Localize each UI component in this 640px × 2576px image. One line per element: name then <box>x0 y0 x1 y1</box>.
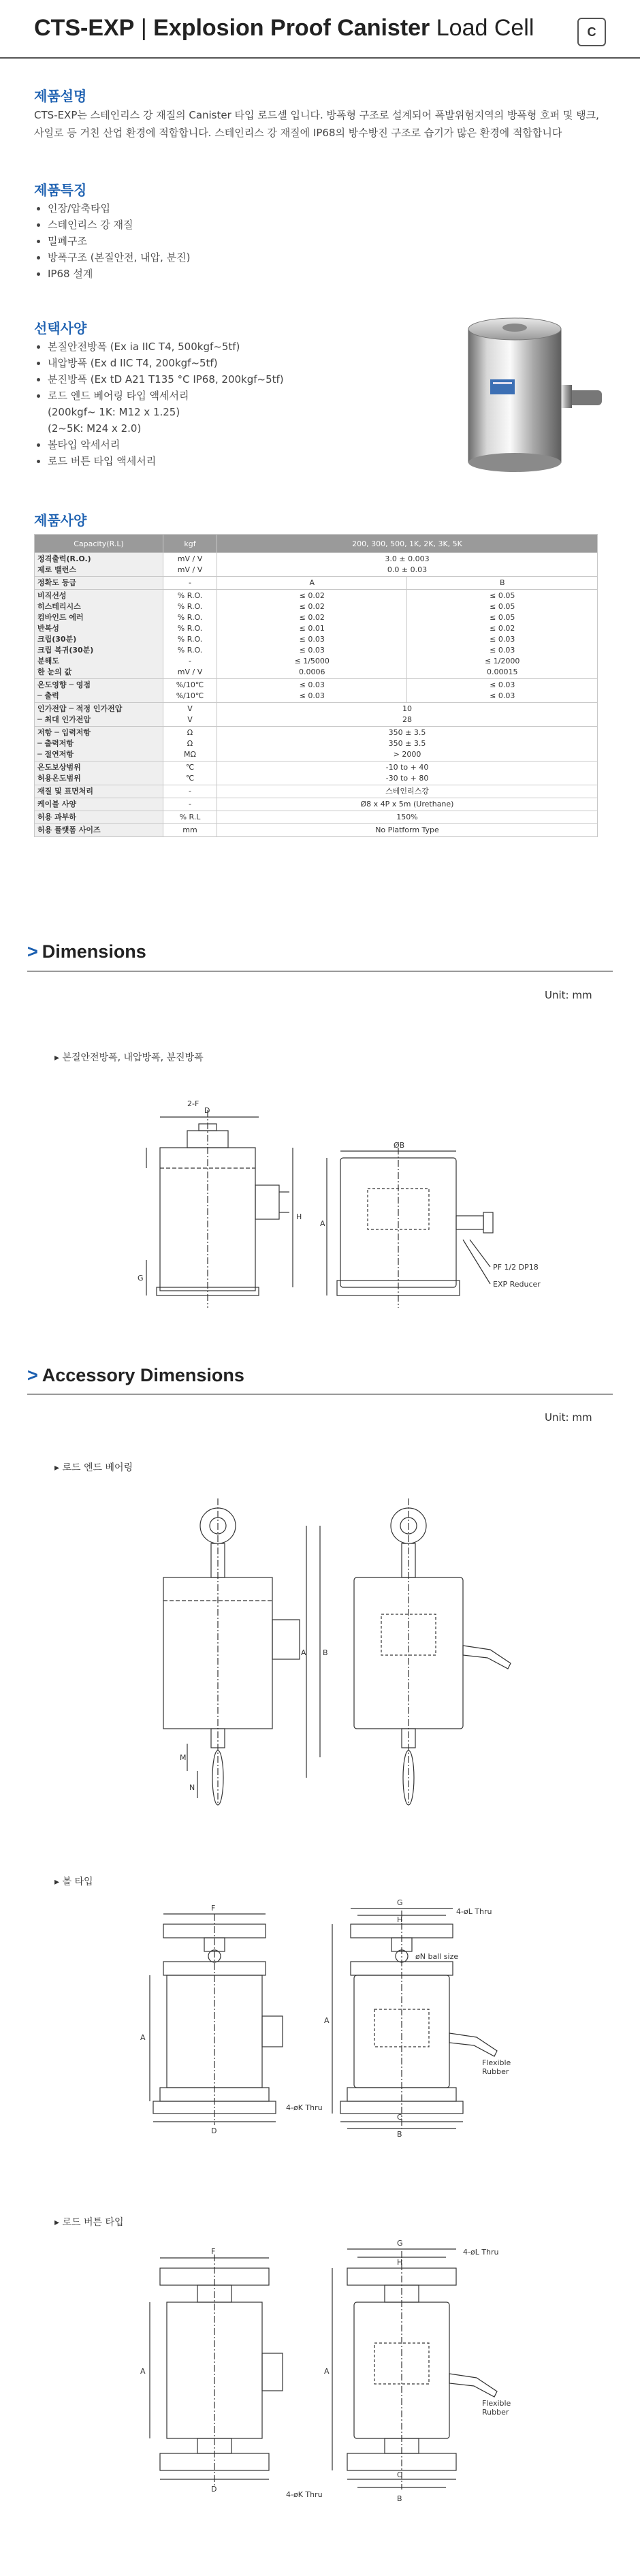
label-reducer: EXP Reducer <box>493 1280 541 1289</box>
list-item: • 인장/압축타입 <box>48 200 190 217</box>
row-label: 재질 및 표면처리 <box>35 785 163 798</box>
row-value-b: ≤ 0.05 ≤ 0.05 ≤ 0.05 ≤ 0.02 ≤ 0.03 ≤ 0.03 ≤ 1/2000 0.00015 <box>407 590 598 679</box>
label-d: D <box>211 2126 217 2135</box>
header-capacities: 200, 300, 500, 1K, 2K, 3K, 5K <box>217 535 598 553</box>
description-heading: 제품설명 <box>34 88 87 104</box>
row-label: 온도영향 ─ 영점 ─ 출력 <box>35 679 163 703</box>
label-a-side: A <box>324 2367 330 2376</box>
label-h: H <box>397 1915 403 1924</box>
row-value: 10 28 <box>217 703 598 727</box>
unit-label: Unit: mm <box>545 989 592 1001</box>
label-m: M <box>180 1753 187 1762</box>
unit-label: Unit: mm <box>545 1411 592 1424</box>
dimensions-heading: > Dimensions <box>27 941 146 962</box>
dimension-drawing <box>123 1083 558 1328</box>
row-label: 비직선성 히스테리시스 컴바인드 에러 반복성 크립(30분) 크립 복귀(30분) 분해도 한 눈의 값 <box>35 590 163 679</box>
row-value-a: ≤ 0.03 ≤ 0.03 <box>217 679 407 703</box>
label-a: A <box>140 2033 146 2042</box>
label-g: G <box>397 2239 403 2248</box>
label-c: C <box>397 2470 402 2479</box>
spec-heading: 제품사양 <box>34 512 87 529</box>
row-value: 3.0 ± 0.003 0.0 ± 0.03 <box>217 553 598 577</box>
row-unit: % R.L <box>163 811 217 824</box>
label-g: G <box>138 1274 144 1283</box>
features-list <box>34 200 190 282</box>
header-kgf: kgf <box>163 535 217 553</box>
certification-mark-icon: C <box>577 18 606 46</box>
table-header-row <box>35 535 598 553</box>
row-unit: %/10℃ %/10℃ <box>163 679 217 703</box>
row-value: 350 ± 3.5 350 ± 3.5 > 2000 <box>217 727 598 761</box>
label-holes: 4-øK Thru <box>286 2490 323 2499</box>
options-list <box>34 339 284 469</box>
label-c: C <box>397 2113 402 2122</box>
label-flexible: Flexible <box>482 2058 511 2067</box>
table-row <box>35 553 598 577</box>
ball-drawing <box>123 1894 545 2139</box>
list-item: • 스테인리스 강 재질 <box>48 217 190 233</box>
label-h: H <box>397 2258 403 2267</box>
row-value-b: ≤ 0.03 ≤ 0.03 <box>407 679 598 703</box>
list-item: • 로드 버튼 타입 액세서리 <box>48 453 284 469</box>
label-rubber: Rubber <box>482 2408 509 2417</box>
header-capacity: Capacity(R.L) <box>35 535 163 553</box>
label-b: B <box>397 2494 402 2503</box>
row-label: 저항 ─ 입력저항 ─ 출력저항 ─ 절연저항 <box>35 727 163 761</box>
label-rubber: Rubber <box>482 2067 509 2076</box>
list-item: • 내압방폭 (Ex d IIC T4, 200kgf~5tf) <box>48 355 284 371</box>
label-phi-b: ØB <box>394 1141 405 1150</box>
row-label: 허용 플랫폼 사이즈 <box>35 824 163 837</box>
ball-caption: ▸ 볼 타입 <box>54 1876 93 1887</box>
row-label: 정격출력(R.O.) 제로 밸런스 <box>35 553 163 577</box>
label-thru: 4-øL Thru <box>456 1907 492 1916</box>
label-flexible: Flexible <box>482 2399 511 2408</box>
label-2f: 2-F <box>187 1099 199 1108</box>
list-item: (2~5K: M24 x 2.0) <box>48 422 142 435</box>
table-row <box>35 785 598 798</box>
table-row <box>35 679 598 703</box>
row-unit: - <box>163 798 217 811</box>
table-row <box>35 703 598 727</box>
row-label: 정확도 등급 <box>35 577 163 590</box>
product-title <box>34 15 534 42</box>
title-separator: | <box>140 15 147 41</box>
label-b: B <box>323 1648 328 1657</box>
label-f: F <box>211 2247 216 2256</box>
options-heading: 선택사양 <box>34 320 87 336</box>
list-item: • 본질안전방폭 (Ex ia IIC T4, 500kgf~5tf) <box>48 339 284 355</box>
row-unit: - <box>163 577 217 590</box>
rod-end-drawing <box>123 1485 531 1812</box>
divider <box>27 971 613 972</box>
row-unit: - <box>163 785 217 798</box>
label-h: H <box>296 1212 302 1221</box>
page-header <box>0 0 640 59</box>
label-f: F <box>211 1904 216 1913</box>
row-unit: mV / V mV / V <box>163 553 217 577</box>
table-row <box>35 761 598 785</box>
table-row <box>35 824 598 837</box>
row-label: 온도보상범위 허용온도범위 <box>35 761 163 785</box>
label-d: D <box>211 2485 217 2494</box>
list-item: • 볼타입 악세서리 <box>48 437 284 453</box>
table-row <box>35 727 598 761</box>
row-value: 스테인리스강 <box>217 785 598 798</box>
features-heading: 제품특징 <box>34 182 87 198</box>
list-item: • 방폭구조 (본질안전, 내압, 분진) <box>48 249 190 266</box>
row-unit: % R.O. % R.O. % R.O. % R.O. % R.O. % R.O. - mV / V <box>163 590 217 679</box>
label-a-side: A <box>324 2016 330 2025</box>
row-value-a: ≤ 0.02 ≤ 0.02 ≤ 0.02 ≤ 0.01 ≤ 0.03 ≤ 0.03 ≤ 1/5000 0.0006 <box>217 590 407 679</box>
row-value-a: A <box>217 577 407 590</box>
label-holes: 4-øK Thru <box>286 2103 323 2112</box>
list-item: • 로드 엔드 베어링 타입 액세서리 <box>48 388 284 404</box>
list-item: • 분진방폭 (Ex tD A21 T135 °C IP68, 200kgf~5tf) <box>48 371 284 388</box>
row-value: No Platform Type <box>217 824 598 837</box>
label-b: B <box>397 2130 402 2139</box>
table-row <box>35 811 598 824</box>
label-a: A <box>320 1219 325 1228</box>
label-ball-size: øN ball size <box>415 1952 459 1961</box>
row-unit: mm <box>163 824 217 837</box>
label-a: A <box>140 2367 146 2376</box>
title-rest: Load Cell <box>436 15 534 41</box>
row-label: 허용 과부하 <box>35 811 163 824</box>
accessory-heading: > Accessory Dimensions <box>27 1365 244 1385</box>
label-conduit: PF 1/2 DP18 <box>493 1263 539 1272</box>
row-label: 케이블 사양 <box>35 798 163 811</box>
dimension-caption: ▸ 본질안전방폭, 내압방폭, 분진방폭 <box>54 1052 204 1063</box>
list-item: • 밀폐구조 <box>48 233 190 249</box>
list-item: (200kgf~ 1K: M12 x 1.25) <box>48 406 180 418</box>
row-value: -10 to + 40 -30 to + 80 <box>217 761 598 785</box>
description-text: CTS-EXP는 스테인리스 강 재질의 Canister 타입 로드셀 입니다. 방폭형 구조로 설계되어 폭발위험지역의 방폭형 호퍼 및 탱크, 사일로 등 거친 산업 환경에 적합합니다. 스테인리스 강 재질에 IP68의 방수방진 구조로 습기가 많은 환경에 적합합니다 <box>34 109 599 139</box>
row-value-b: B <box>407 577 598 590</box>
row-label: 인가전압 ─ 적정 인가전압 ─ 최대 인가전압 <box>35 703 163 727</box>
model-name: CTS-EXP <box>34 15 135 41</box>
table-row <box>35 590 598 679</box>
label-g: G <box>397 1898 403 1907</box>
rod-end-caption: ▸ 로드 엔드 베어링 <box>54 1462 133 1473</box>
spec-table <box>34 534 598 837</box>
label-n: N <box>189 1783 195 1792</box>
label-thru: 4-øL Thru <box>463 2248 499 2257</box>
row-unit: V V <box>163 703 217 727</box>
divider <box>27 1394 613 1395</box>
row-unit: ℃ ℃ <box>163 761 217 785</box>
table-row <box>35 577 598 590</box>
row-unit: Ω Ω MΩ <box>163 727 217 761</box>
table-row <box>35 798 598 811</box>
label-d: D <box>204 1106 210 1115</box>
list-item: • IP68 설계 <box>48 266 190 282</box>
product-photo <box>449 310 606 487</box>
row-value: 150% <box>217 811 598 824</box>
label-a: A <box>301 1648 306 1657</box>
row-value: Ø8 x 4P x 5m (Urethane) <box>217 798 598 811</box>
button-caption: ▸ 로드 버튼 타입 <box>54 2217 124 2228</box>
title-bold: Explosion Proof Canister <box>153 15 430 41</box>
button-drawing <box>123 2234 545 2520</box>
